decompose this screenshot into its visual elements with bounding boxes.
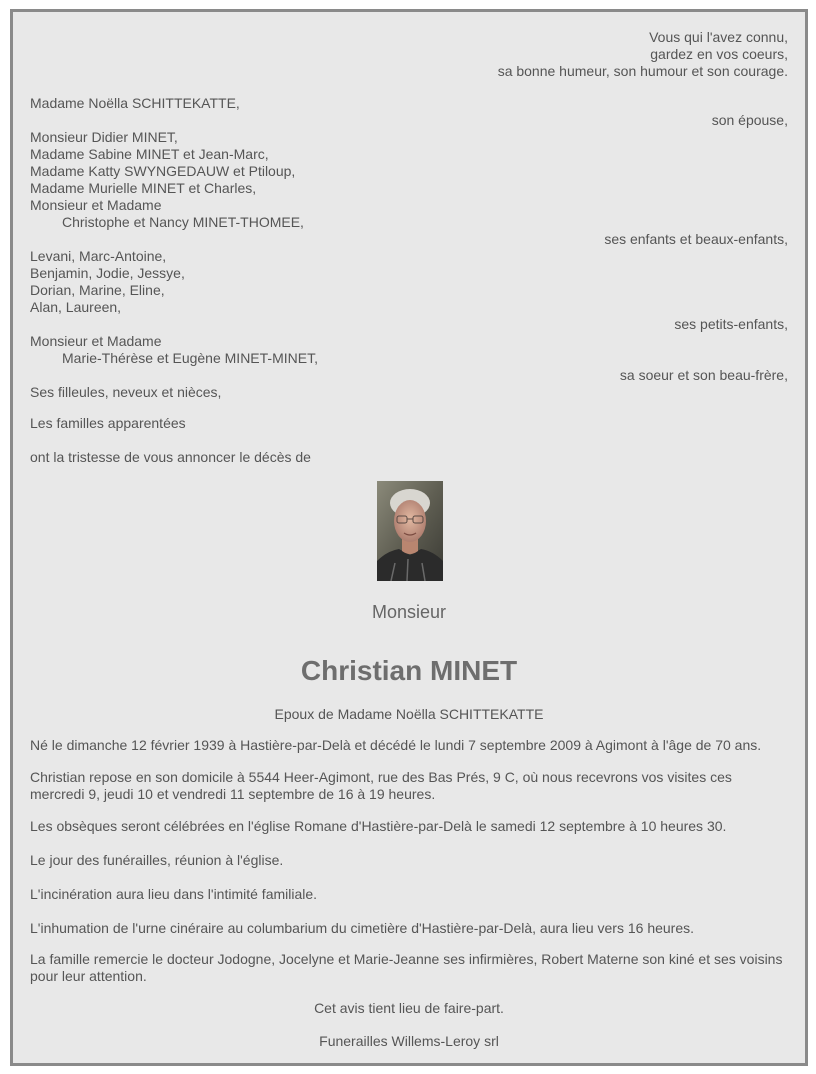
child-line-5: Monsieur et Madame (30, 197, 162, 213)
paragraph-visits: Christian repose en son domicile à 5544 Heer-Agimont, rue des Bas Prés, 9 C, où nous recevrons vos visites ces mercredi 9, jeudi 10 et vendredi 11 septembre de 16 à 19 heures. (30, 769, 732, 802)
grandchild-line-2: Benjamin, Jodie, Jessye, (30, 265, 185, 281)
paragraph-inhumation: L'inhumation de l'urne cinéraire au columbarium du cimetière d'Hastière-par-Delà, aura lieu vers 16 heures. (30, 920, 695, 936)
paragraph-funeral: Les obsèques seront célébrées en l'église Romane d'Hastière-par-Delà le samedi 12 septembre à 10 heures 30. (30, 818, 727, 834)
children-relation: ses enfants et beaux-enfants, (604, 231, 788, 247)
portrait-illustration (377, 481, 443, 581)
sibling-relation: sa soeur et son beau-frère, (619, 367, 788, 383)
epigraph-line-3: sa bonne humeur, son humour et son courage. (497, 63, 788, 79)
obituary-card (10, 9, 808, 1066)
sibling-line-indented: Marie-Thérèse et Eugène MINET-MINET, (62, 350, 318, 366)
child-line-4: Madame Murielle MINET et Charles, (30, 180, 257, 196)
paragraph-cremation: L'incinération aura lieu dans l'intimité familiale. (30, 886, 318, 902)
epigraph-line-2: gardez en vos coeurs, (650, 46, 788, 62)
grandchild-line-3: Dorian, Marine, Eline, (30, 282, 165, 298)
epigraph-line-1: Vous qui l'avez connu, (649, 29, 788, 45)
spouse-name: Madame Noëlla SCHITTEKATTE, (30, 95, 240, 111)
paragraph-thanks: La famille remercie le docteur Jodogne, Jocelyne et Marie-Jeanne ses infirmières, Robert Materne son kiné et ses voisins pour leur attention. (30, 951, 783, 984)
announce-line: ont la tristesse de vous annoncer le décès de (30, 449, 311, 465)
families-line: Les familles apparentées (30, 415, 186, 431)
paragraph-meeting: Le jour des funérailles, réunion à l'église. (30, 852, 284, 868)
child-line-3: Madame Katty SWYNGEDAUW et Ptiloup, (30, 163, 296, 179)
grandchild-line-1: Levani, Marc-Antoine, (30, 248, 167, 264)
footer-funeral-home: Funerailles Willems-Leroy srl (319, 1033, 499, 1049)
child-line-1: Monsieur Didier MINET, (30, 129, 178, 145)
deceased-portrait (377, 481, 443, 581)
spouse-relation: son épouse, (711, 112, 788, 128)
deceased-civility: Monsieur (371, 602, 447, 622)
deceased-spouse-line: Epoux de Madame Noëlla SCHITTEKATTE (274, 706, 544, 722)
child-line-indented: Christophe et Nancy MINET-THOMEE, (62, 214, 304, 230)
child-line-2: Madame Sabine MINET et Jean-Marc, (30, 146, 269, 162)
grandchild-line-4: Alan, Laureen, (30, 299, 122, 315)
paragraph-birth-death: Né le dimanche 12 février 1939 à Hastière-par-Delà et décédé le lundi 7 septembre 2009 à Agimont à l'âge de 70 ans. (30, 737, 762, 753)
deceased-name: Christian MINET (300, 655, 518, 686)
sibling-line: Monsieur et Madame (30, 333, 162, 349)
grandchildren-relation: ses petits-enfants, (674, 316, 788, 332)
footer-notice: Cet avis tient lieu de faire-part. (314, 1000, 504, 1016)
godchildren-line: Ses filleules, neveux et nièces, (30, 384, 222, 400)
